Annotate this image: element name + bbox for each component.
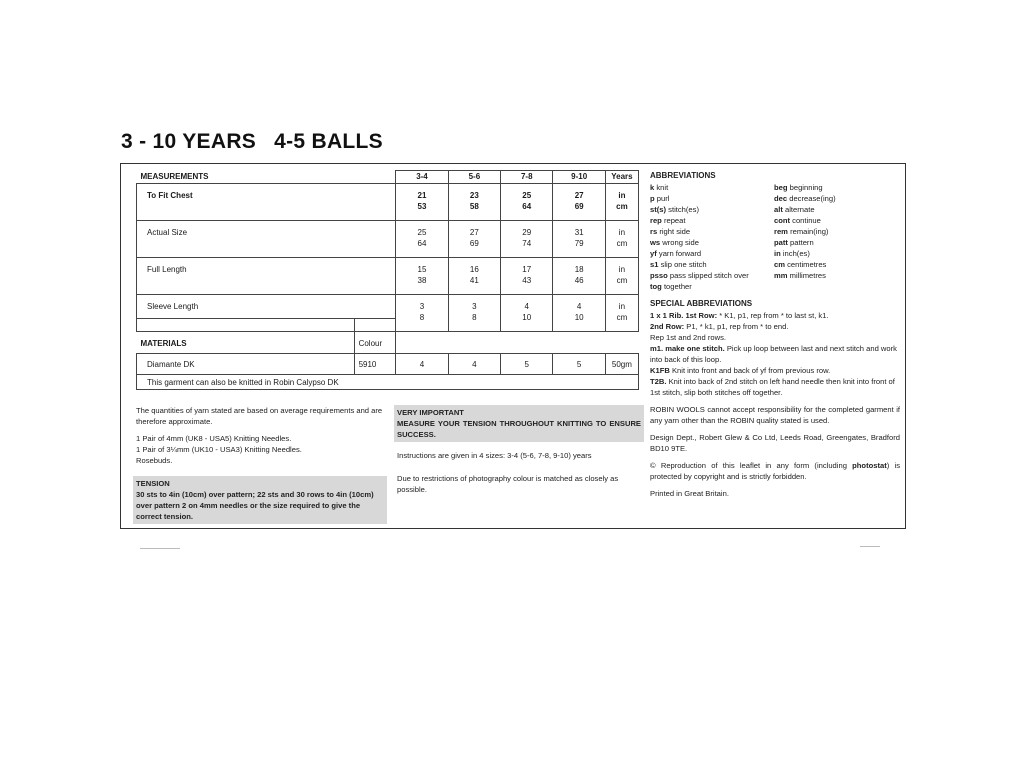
row-label: Actual Size	[137, 221, 396, 258]
special-title: SPECIAL ABBREVIATIONS	[650, 299, 753, 308]
important-text: MEASURE YOUR TENSION THROUGHOUT KNITTING TO ENSURE SUCCESS.	[397, 419, 641, 439]
abbreviations-grid	[650, 182, 900, 292]
alt-yarn-note: This garment can also be knitted in Robin Calypso DK	[137, 375, 639, 390]
size-header: 7-8	[501, 171, 553, 184]
cell: 3 8	[396, 295, 448, 332]
special-m1: m1. make one stitch. Pick up loop between last and next stitch and work into back of this loop.	[650, 344, 897, 364]
list-item: cont continue	[774, 216, 821, 225]
robin-note: ROBIN WOOLS cannot accept responsibility for the completed garment if any yarn other than the ROBIN quality stated is used.	[650, 405, 900, 425]
table-row	[137, 375, 639, 390]
page-heading	[121, 130, 383, 154]
yarn-name: Diamante DK	[137, 354, 355, 375]
list-item: rep repeat	[650, 216, 686, 225]
left-notes	[136, 405, 386, 524]
balls-cell: 5	[501, 354, 553, 375]
photo-note: Due to restrictions of photography colour is matched as closely as possible.	[397, 474, 619, 494]
cell: 17 43	[501, 258, 553, 295]
important-box	[394, 405, 644, 442]
size-header: 3-4	[396, 171, 448, 184]
list-item: dec decrease(ing)	[774, 194, 836, 203]
list-item: psso pass slipped stitch over	[650, 271, 749, 280]
table-row	[137, 184, 639, 221]
balls-cell: 4	[396, 354, 448, 375]
list-item: s1 slip one stitch	[650, 260, 707, 269]
measurements-table	[136, 170, 639, 332]
materials-table	[136, 318, 639, 390]
unit-cell: in cm	[605, 184, 638, 221]
tension-text: 30 sts to 4in (10cm) over pattern; 22 sts and 30 rows to 4in (10cm) over pattern 2 on 4mm needles or the size required to give the correct tension.	[136, 490, 374, 521]
tension-box	[133, 476, 387, 524]
unit-cell: 50gm	[605, 354, 638, 375]
materials-label: MATERIALS	[137, 319, 355, 354]
abbreviations-right	[774, 182, 894, 292]
scan-mark	[140, 548, 180, 549]
cell: 15 38	[396, 258, 448, 295]
needles-list: 1 Pair of 4mm (UK8 - USA5) Knitting Needles. 1 Pair of 3¼mm (UK10 - USA3) Knitting Needles. Rosebuds.	[136, 434, 302, 465]
cell: 18 46	[553, 258, 605, 295]
units-header: Years	[605, 171, 638, 184]
colour-label: Colour	[354, 319, 396, 354]
list-item: cm centimetres	[774, 260, 827, 269]
abbreviations-title: ABBREVIATIONS	[650, 171, 716, 180]
cell: 31 79	[553, 221, 605, 258]
middle-notes	[397, 405, 641, 501]
balls-cell: 5	[553, 354, 605, 375]
cell: 29 74	[501, 221, 553, 258]
design-note: Design Dept., Robert Glew & Co Ltd, Leeds Road, Greengates, Bradford BD10 9TE.	[650, 433, 900, 453]
cell: 4 10	[501, 295, 553, 332]
sizes-note: Instructions are given in 4 sizes: 3-4 (5-6, 7-8, 9-10) years	[397, 451, 592, 460]
special-rep: Rep 1st and 2nd rows.	[650, 333, 726, 342]
cell: 27 69	[553, 184, 605, 221]
printed-note: Printed in Great Britain.	[650, 489, 729, 498]
balls-cell: 4	[448, 354, 500, 375]
quantities-note: The quantities of yarn stated are based on average requirements and are therefore approximate.	[136, 406, 383, 426]
unit-cell: in cm	[605, 221, 638, 258]
unit-cell: in cm	[605, 295, 638, 332]
cell: 23 58	[448, 184, 500, 221]
measurements-header-row	[137, 171, 639, 184]
cell: 27 69	[448, 221, 500, 258]
size-range: 3 - 10 YEARS	[121, 130, 257, 153]
special-rib: 1 x 1 Rib. 1st Row: * K1, p1, rep from * to last st, k1.	[650, 311, 829, 320]
list-item: beg beginning	[774, 183, 823, 192]
important-title: VERY IMPORTANT	[397, 408, 464, 417]
abbreviations-left	[650, 182, 774, 292]
pattern-sheet	[120, 163, 906, 529]
row-label: Sleeve Length	[137, 295, 396, 332]
materials-blank	[396, 319, 639, 354]
ball-count: 4-5 BALLS	[274, 130, 383, 153]
colour-code: 5910	[354, 354, 396, 375]
list-item: yf yarn forward	[650, 249, 702, 258]
tension-title: TENSION	[136, 479, 170, 488]
size-header: 9-10	[553, 171, 605, 184]
measurements-label: MEASUREMENTS	[137, 171, 396, 184]
right-column	[650, 170, 900, 505]
table-row	[137, 258, 639, 295]
special-k1fb: K1FB Knit into front and back of yf from previous row.	[650, 366, 831, 375]
list-item: patt pattern	[774, 238, 814, 247]
cell: 16 41	[448, 258, 500, 295]
table-row	[137, 221, 639, 258]
cell: 4 10	[553, 295, 605, 332]
list-item: p purl	[650, 194, 670, 203]
unit-cell: in cm	[605, 258, 638, 295]
list-item: mm millimetres	[774, 271, 826, 280]
list-item: rem remain(ing)	[774, 227, 829, 236]
cell: 21 53	[396, 184, 448, 221]
special-t2b: T2B. Knit into back of 2nd stitch on left hand needle then knit into front of 1st stitch, slip both stitches off together.	[650, 377, 895, 397]
list-item: in inch(es)	[774, 249, 810, 258]
cell: 3 8	[448, 295, 500, 332]
list-item: rs right side	[650, 227, 691, 236]
cell: 25 64	[501, 184, 553, 221]
copyright-note: © Reproduction of this leaflet in any form (including photostat) is protected by copyright and is strictly forbidden.	[650, 461, 900, 481]
list-item: ws wrong side	[650, 238, 699, 247]
materials-header-row	[137, 319, 639, 354]
row-label: To Fit Chest	[137, 184, 396, 221]
list-item: alt alternate	[774, 205, 815, 214]
special-row2: 2nd Row: P1, * k1, p1, rep from * to end.	[650, 322, 789, 331]
list-item: k knit	[650, 183, 669, 192]
row-label: Full Length	[137, 258, 396, 295]
list-item: st(s) stitch(es)	[650, 205, 699, 214]
size-header: 5-6	[448, 171, 500, 184]
cell: 25 64	[396, 221, 448, 258]
scan-mark	[860, 546, 880, 547]
table-row	[137, 354, 639, 375]
list-item: tog together	[650, 282, 692, 291]
